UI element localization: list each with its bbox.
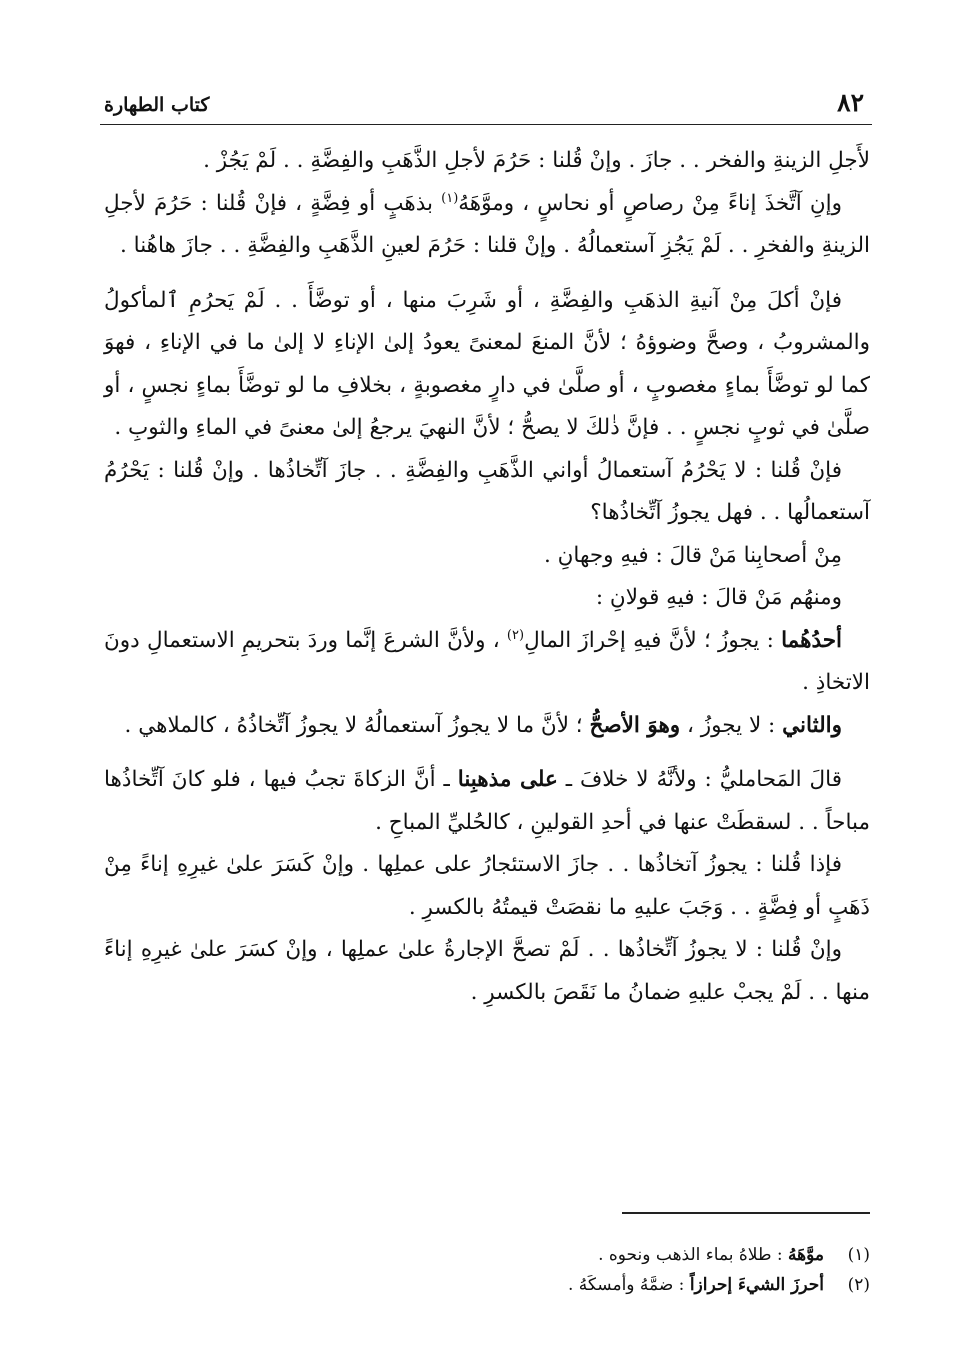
paragraph [104, 577, 870, 620]
paragraph-text: قالَ المَحامليُّ : ولأنَّهُ لا خلافَ ـ [557, 767, 843, 792]
footnote [104, 1240, 870, 1270]
paragraph-text: ـ أنَّ الزكاةَ تجبُ فيها ، فلو كانَ آتِّخاذُها مباحاً . . لسقطَتْ عنها في أحدِ القولينِ ، كالحُليِّ المباحِ . [104, 767, 870, 835]
footnote-text: : طلاهُ بماء الذهب ونحوه . [598, 1245, 789, 1265]
footnote-ref: (٢) [506, 627, 525, 643]
paragraph-text: لأَجلِ الزينةِ والفخر . . جازَ . وإنْ قُلنا : حَرُمَ لأجلِ الذَّهَبِ والفِضَّةِ . . لَمْ يَجُزْ . [203, 148, 870, 173]
page-number: ٨٢ [837, 88, 864, 117]
paragraph [104, 140, 870, 183]
footnote-divider [622, 1212, 870, 1214]
paragraph [104, 450, 870, 535]
paragraph [104, 705, 870, 748]
running-title: كتاب الطهارة [104, 94, 210, 116]
paragraph-text: وإنِ آتَّخذَ إناءً مِنْ رصاصٍ أو نحاسٍ ، وموَّهَهُ [458, 190, 842, 216]
paragraph-text: وإنْ قُلنا : لا يجوزُ آتِّخاذُها . . لَمْ تصحَّ الإجارةُ علىٰ عملِها ، وإنْ كسَرَ علىٰ غيرِهِ إناءً منها . . لَمْ يجبْ عليهِ ضمانُ ما نَقَصَ بالكسرِ . [104, 937, 870, 1005]
paragraph-text: بذهَبٍ أو فِضَّةٍ ، فإنْ قُلنا : حَرُمَ لأجلِ الزينةِ والفخرِ . . لَمْ يَجُزِ آستعمالُهُ . وإنْ قلنا : حَرُمَ لعينِ الذَّهَبِ والفِضَّةِ . . جازَ هاهُنا . [104, 190, 870, 258]
paragraph-text: ؛ لأنَّ ما لا يجوزُ آستعمالُهُ لا يجوزُ آتِّخاذُهُ ، كالملاهي . [124, 712, 590, 738]
paragraph-text: مِنْ أصحابِنا مَنْ قالَ : فيهِ وجهانِ . [543, 542, 842, 568]
paragraph [104, 929, 870, 1014]
paragraph-text: : يجوزُ ؛ لأنَّ فيهِ إحْرازَ المالِ [524, 627, 782, 653]
paragraph [104, 844, 870, 929]
footnote [104, 1270, 870, 1300]
paragraph [104, 183, 870, 268]
footnote-text: : ضمَّهُ وأمسكَهُ . [567, 1275, 690, 1295]
footnote-ref: (١) [441, 190, 459, 206]
emphasis: على مذهبِنا [457, 767, 558, 792]
footnote-term: أحرزَ الشيءَ إحرازاً [689, 1275, 824, 1295]
paragraph [104, 535, 870, 578]
page-header [100, 84, 872, 125]
emphasis: وهوَ الأصحُّ [589, 712, 681, 738]
paragraph-text: فإنْ أكلَ مِنْ آنيةِ الذهَبِ والفِضَّةِ ، أو شَرِبَ منها ، أو توضَّأَ . . لَمْ يَحرُمِ ٱلمأكولُ والمشروبُ ، وصحَّ وضوؤهُ ؛ لأنَّ المنعَ لمعنىً يعودُ إلىٰ الإناءِ لا إلىٰ ما في الإناءِ ، فهوَ كما لو توضَّأَ بماءٍ مغصوبٍ ، أو صلَّىٰ في دارٍ مغصوبةٍ ، بخلافِ ما لو توضَّأَ بماءٍ نجسٍ ، أو صلَّىٰ في ثوبٍ نجسٍ . . فإنَّ ذٰلكَ لا يصحُّ ؛ لأنَّ النهيَ يرجعُ إلىٰ معنىً في الماءِ والثوبِ . [104, 287, 870, 440]
lead-term: أحدُهُما [781, 627, 842, 653]
footnote-number: (١) [847, 1245, 870, 1265]
paragraph-text: ، ولأنَّ الشرعَ إنَّما وردَ بتحريمِ الاستعمالِ دونَ الاتخاذِ . [104, 627, 870, 695]
footnotes [104, 1240, 870, 1300]
paragraph-text: ومنهُم مَنْ قالَ : فيهِ قولانِ : [595, 585, 842, 610]
main-text [104, 140, 870, 1014]
footnote-term: موَّهَهُ [788, 1245, 824, 1265]
paragraph [104, 759, 870, 844]
paragraph-text: فإنْ قُلنا : لا يَحْرُمُ آستعمالُ أواني الذَّهَبِ والفِضَّةِ . . جازَ آتِّخاذُها . وإنْ قُلنا : يَحْرُمُ آستعمالُها . . فهل يجوزُ آتِّخاذُها؟ [104, 457, 870, 525]
footnote-number: (٢) [847, 1275, 870, 1295]
lead-term: والثاني [782, 712, 842, 738]
paragraph [104, 280, 870, 450]
paragraph-text: : لا يجوزُ ، [680, 712, 783, 738]
paragraph-text: فإذا قُلنا : يجوزُ آتخاذُها . . جازَ الاستئجارُ على عملِها . وإنْ كَسَرَ علىٰ غيرِهِ إناءً مِنْ ذَهَبٍ أو فِضَّةٍ . . وَجَبَ عليهِ ما نقصَتْ قيمتُهُ بالكسرِ . [104, 852, 870, 920]
paragraph [104, 620, 870, 705]
